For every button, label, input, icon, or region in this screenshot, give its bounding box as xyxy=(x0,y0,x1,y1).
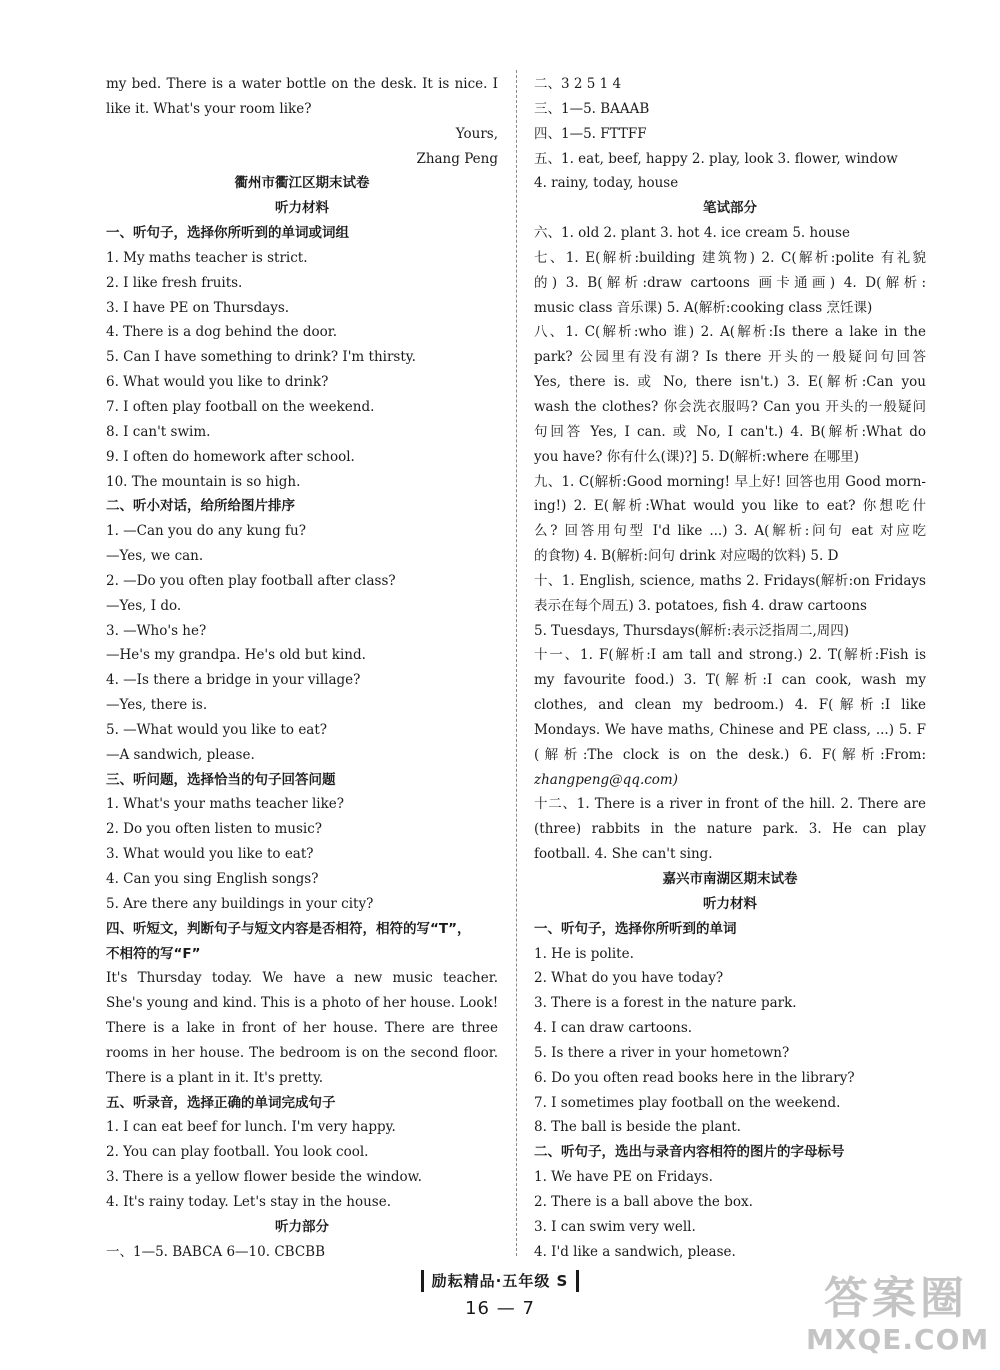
section-heading: 五、听录音，选择正确的单词完成句子 xyxy=(106,1094,336,1111)
text-line: 4. There is a dog behind the door. xyxy=(106,324,338,341)
text-line: 3. —Who's he? xyxy=(106,622,207,639)
section-heading: 二、听小对话，给所给图片排序 xyxy=(106,498,295,515)
text-line: —A sandwich, please. xyxy=(106,746,255,763)
text-line: 1. I can eat beef for lunch. I'm very happy. xyxy=(106,1119,396,1136)
text-line: There is a plant in it. It's pretty. xyxy=(106,1069,324,1086)
text-line: 1. —Can you do any kung fu? xyxy=(106,523,306,540)
text-line: —He's my grandpa. He's old but kind. xyxy=(106,647,366,664)
right-column xyxy=(534,72,926,1265)
text-line: 3. There is a forest in the nature park. xyxy=(534,995,797,1012)
text-line: 十、1. English, science, maths 2. Fridays(解析:on Fridays xyxy=(534,572,926,589)
text-line: 十二、1. There is a river in front of the hill. 2. There are xyxy=(534,796,926,813)
text-line: zhangpeng@qq.com) xyxy=(534,771,678,788)
text-line: 8. The ball is beside the plant. xyxy=(534,1119,741,1136)
section-title: 听力材料 xyxy=(275,200,329,217)
text-line: 七、1. E(解析:building 建筑物) 2. C(解析:polite 有礼貌 xyxy=(534,249,926,266)
section-heading: 一、听句子，选择你所听到的单词 xyxy=(534,920,737,937)
text-line: 么? 回答用句型 I'd like ...) 3. A(解析:问句 eat 对应吃 xyxy=(534,523,926,540)
text-line: 2. —Do you often play football after class? xyxy=(106,572,396,589)
text-line: 1. We have PE on Fridays. xyxy=(534,1169,713,1186)
text-line: 5. Can I have something to drink? I'm thirsty. xyxy=(106,349,416,366)
text-line: 5. Are there any buildings in your city? xyxy=(106,895,374,912)
text-line: Yes, there is. 或 No, there isn't.) 3. E(解析:Can you xyxy=(534,374,926,391)
section-title: 衢州市衢江区期末试卷 xyxy=(234,175,370,192)
text-line: like it. What's your room like? xyxy=(106,100,312,117)
text-line: She's young and kind. This is a photo of her house. Look! xyxy=(106,995,498,1012)
left-column xyxy=(106,72,498,1265)
text-line: football. 4. She can't sing. xyxy=(534,846,713,863)
text-line: Mondays. We have maths, Chinese and PE class, ...) 5. F xyxy=(534,721,926,738)
text-line: 9. I often do homework after school. xyxy=(106,448,355,465)
footer-brand: 励耘精品·五年级 S xyxy=(421,1270,580,1292)
text-line: 5. —What would you like to eat? xyxy=(106,721,328,738)
text-line: 10. The mountain is so high. xyxy=(106,473,301,490)
text-line: my favourite food.) 3. T(解析:I can cook, wash my xyxy=(534,672,926,689)
text-line: 4. —Is there a bridge in your village? xyxy=(106,672,361,689)
text-line: 4. It's rainy today. Let's stay in the house. xyxy=(106,1193,392,1210)
text-line: 二、3 2 5 1 4 xyxy=(534,76,622,92)
text-line: (three) rabbits in the nature park. 3. He can play xyxy=(534,821,926,838)
section-heading: 不相符的写“F” xyxy=(106,945,201,962)
section-title: 听力材料 xyxy=(703,895,757,912)
text-line: 4. rainy, today, house xyxy=(534,175,679,192)
page-number: 16 — 7 xyxy=(465,1298,535,1319)
column-divider xyxy=(516,70,517,1256)
text-line: 六、1. old 2. plant 3. hot 4. ice cream 5. house xyxy=(534,225,850,242)
text-line: you have? 你有什么(课)?] 5. D(解析:where 在哪里) xyxy=(534,448,860,465)
text-line: —Yes, we can. xyxy=(106,548,204,565)
watermark-url: MXQE.COM xyxy=(806,1323,990,1356)
text-line: clothes, and clean my bedroom.) 4. F(解析:I like xyxy=(534,697,926,714)
text-line: 5. Tuesdays, Thursdays(解析:表示泛指周二,周四) xyxy=(534,622,850,639)
text-line: rooms in her house. The bedroom is on the second floor. xyxy=(106,1044,498,1061)
text-line: 句回答 Yes, I can. 或 No, I can't.) 4. B(解析:What do xyxy=(534,423,926,440)
text-line: 十一、1. F(解析:I am tall and strong.) 2. T(解析:Fish is xyxy=(534,647,926,664)
text-line: wash the clothes? 你会洗衣服吗? Can you 开头的一般疑问 xyxy=(534,398,926,415)
text-line: 的食物) 4. B(解析:问句 drink 对应喝的饮料) 5. D xyxy=(534,548,839,565)
text-line: 8. I can't swim. xyxy=(106,423,211,440)
text-line: 3. There is a yellow flower beside the window. xyxy=(106,1169,422,1186)
watermark xyxy=(806,1273,990,1364)
text-line: 三、1—5. BAAAB xyxy=(534,100,650,117)
section-heading: 一、听句子，选择你所听到的单词或词组 xyxy=(106,225,349,242)
text-line: 4. I can draw cartoons. xyxy=(534,1020,693,1037)
text-line: 3. I can swim very well. xyxy=(534,1218,696,1235)
text-line: (解析:The clock is on the desk.) 6. F(解析:From: xyxy=(534,746,926,763)
text-line: 3. What would you like to eat? xyxy=(106,846,314,863)
text-line: 6. Do you often read books here in the library? xyxy=(534,1069,855,1086)
text-line: 的) 3. B(解析:draw cartoons 画卡通画) 4. D(解析: xyxy=(534,274,926,291)
text-line: 2. There is a ball above the box. xyxy=(534,1193,753,1210)
text-line: 1. What's your maths teacher like? xyxy=(106,796,345,813)
text-line: 7. I sometimes play football on the weekend. xyxy=(534,1094,841,1111)
text-line: 表示在每个周五) 3. potatoes, fish 4. draw cartoons xyxy=(534,597,867,614)
text-line: 九、1. C(解析:Good morning! 早上好! 回答也用 Good morn- xyxy=(534,473,926,490)
text-line: 7. I often play football on the weekend. xyxy=(106,398,375,415)
text-line: ing!) 2. E(解析:What would you like to eat? 你想吃什 xyxy=(534,498,926,515)
text-line: 4. I'd like a sandwich, please. xyxy=(534,1243,736,1260)
section-title: 嘉兴市南湖区期末试卷 xyxy=(662,871,798,887)
text-line: 2. What do you have today? xyxy=(534,970,724,987)
text-line: 一、1—5. BABCA 6—10. CBCBB xyxy=(106,1243,325,1260)
text-line: 5. Is there a river in your hometown? xyxy=(534,1044,790,1061)
text-line: 6. What would you like to drink? xyxy=(106,374,329,391)
text-line: It's Thursday today. We have a new music teacher. xyxy=(106,970,498,987)
text-line: 四、1—5. FTTFF xyxy=(534,125,647,142)
text-line: Yours, xyxy=(455,125,498,142)
section-heading: 三、听问题，选择恰当的句子回答问题 xyxy=(106,771,336,788)
text-line: 2. You can play football. You look cool. xyxy=(106,1144,369,1161)
text-line: —Yes, there is. xyxy=(106,697,208,714)
text-line: 八、1. C(解析:who 谁) 2. A(解析:Is there a lake in the xyxy=(534,324,926,341)
text-line: Zhang Peng xyxy=(416,150,498,167)
text-line: my bed. There is a water bottle on the desk. It is nice. I xyxy=(106,76,498,92)
watermark-logo-text: 答案圈 xyxy=(824,1273,968,1324)
text-line: park? 公园里有没有湖? Is there 开头的一般疑问句回答 xyxy=(534,349,926,366)
section-title: 笔试部分 xyxy=(703,200,757,217)
section-heading: 四、听短文，判断句子与短文内容是否相符，相符的写“T”， xyxy=(106,920,471,937)
text-line: 4. Can you sing English songs? xyxy=(106,871,319,887)
section-title: 听力部分 xyxy=(275,1218,329,1235)
text-line: —Yes, I do. xyxy=(106,597,182,614)
section-heading: 二、听句子，选出与录音内容相符的图片的字母标号 xyxy=(534,1144,845,1161)
text-line: music class 音乐课) 5. A(解析:cooking class 烹饪课) xyxy=(534,299,873,316)
text-line: 2. I like fresh fruits. xyxy=(106,274,243,291)
text-line: 2. Do you often listen to music? xyxy=(106,821,323,838)
text-line: There is a lake in front of her house. There are three xyxy=(106,1020,498,1037)
text-line: 1. He is polite. xyxy=(534,945,634,962)
text-line: 五、1. eat, beef, happy 2. play, look 3. flower, window xyxy=(534,150,898,167)
text-line: 3. I have PE on Thursdays. xyxy=(106,299,290,316)
text-line: 1. My maths teacher is strict. xyxy=(106,249,308,266)
